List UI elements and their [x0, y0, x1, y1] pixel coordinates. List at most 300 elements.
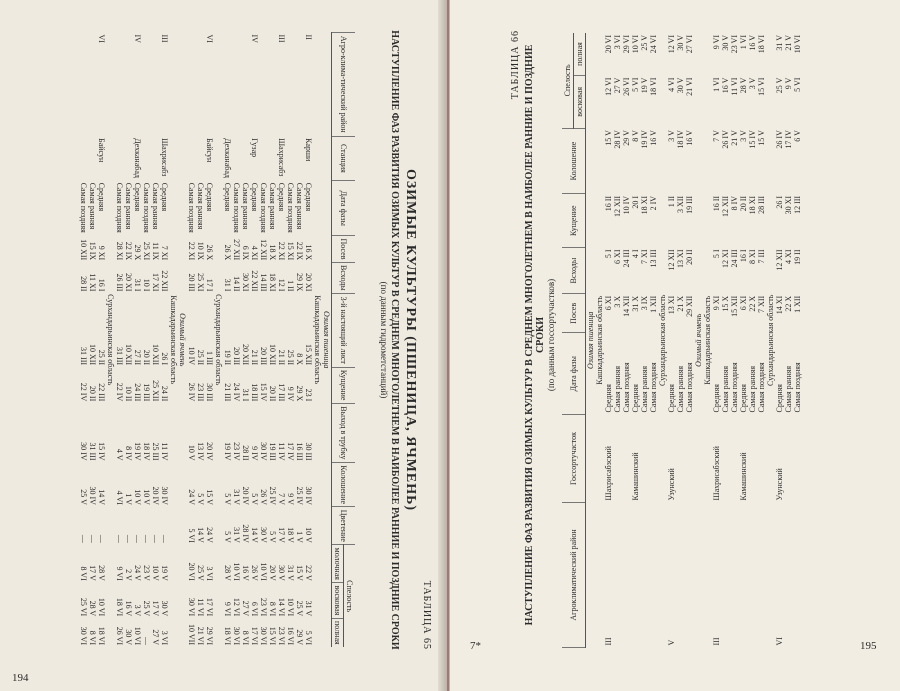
table-cell: VI	[205, 34, 214, 43]
table-cell: 31 I	[133, 278, 142, 292]
table-row	[712, 33, 721, 648]
table-cell: 15 X	[721, 295, 730, 312]
table-cell: 18 XI	[268, 273, 277, 292]
table-cell	[268, 33, 277, 137]
table-cell: 5 V	[223, 493, 232, 505]
table-cell: 7 III	[757, 249, 766, 264]
table-cell: 19 IV	[133, 442, 142, 461]
table-cell: III	[712, 637, 721, 646]
table-cell: 1 II	[286, 280, 295, 292]
region-label: Сурхандарьинская область	[658, 294, 667, 386]
header-heading: Колошение	[562, 128, 586, 194]
table-cell	[649, 415, 658, 503]
header-heading: Колошение	[332, 463, 356, 507]
table-cell: 18 IV	[142, 442, 151, 461]
table-cell: 10 V	[151, 565, 160, 581]
table-cell: 19 V	[640, 77, 649, 94]
table-cell: IV	[250, 34, 259, 43]
table-cell: Самая поздняя	[286, 182, 295, 233]
table-cell: 22 XII	[250, 270, 259, 292]
table-row	[730, 33, 739, 648]
table-cell: 1 VI	[739, 35, 748, 50]
table-cell: 6 XI	[613, 249, 622, 264]
table-cell: 31 V	[775, 35, 784, 51]
table-cell: 4 XI	[784, 249, 793, 264]
table-cell: 25 II	[196, 349, 205, 366]
table-cell: Самая поздняя	[622, 362, 631, 413]
table-cell: 25 V	[295, 600, 304, 617]
table-cell	[223, 33, 232, 137]
table-cell: 30 IV	[160, 486, 169, 505]
table-cell: 13 XI	[676, 249, 685, 268]
left-title: ОЗИМЫЕ КУЛЬТУРЫ (ПШЕНИЦА, ЯЧМЕНЬ)	[403, 168, 418, 512]
table-cell: 9 VI	[712, 35, 721, 50]
table-cell: 21 V	[784, 35, 793, 51]
table-cell: III	[277, 34, 286, 43]
table-cell: 20 I	[631, 195, 640, 209]
region-label: Кашкадарьинская область	[313, 295, 322, 385]
table-cell: 30 VI	[79, 626, 88, 645]
table-cell: 25 XI	[142, 241, 151, 261]
table-cell: 30 VI	[259, 626, 268, 645]
right-footer-mark: 7*	[470, 640, 481, 652]
table-cell: Самая ранняя	[676, 365, 685, 413]
table-cell	[685, 502, 694, 647]
table-row	[205, 33, 214, 648]
table-cell: Камашинский	[631, 452, 640, 501]
table-cell: 26 IV	[187, 382, 196, 402]
table-cell: 10 VII	[187, 624, 196, 645]
table-cell: Самая ранняя	[196, 182, 205, 230]
table-cell: 21 II	[277, 349, 286, 366]
table-cell	[286, 136, 295, 181]
table-cell: 25 VI	[79, 597, 88, 617]
table-cell	[748, 415, 757, 503]
table-row	[649, 33, 658, 648]
table-cell: Самая ранняя	[640, 365, 649, 413]
table-cell: 2 IV	[649, 195, 658, 211]
table-cell: 20 XII	[241, 343, 250, 366]
table-row	[88, 33, 97, 648]
table-cell: 15 IV	[748, 130, 757, 149]
header-full: полная	[332, 618, 344, 647]
table-cell: 10 VI	[259, 562, 268, 581]
table-cell: 28 V	[97, 565, 106, 581]
table-cell: 5 VI	[631, 77, 640, 92]
table-cell: 5 VI	[187, 528, 196, 543]
table-row	[286, 33, 295, 648]
region-row	[595, 33, 604, 648]
table-cell: 7 V	[277, 493, 286, 505]
table-cell: 1 V	[124, 493, 133, 505]
table-cell: 6 VI	[250, 601, 259, 617]
table-cell: 10 XII	[124, 343, 133, 366]
table-cell: 21 III	[223, 383, 232, 402]
table-cell: 25 III	[151, 442, 160, 461]
table-cell: 18 VI	[757, 35, 766, 54]
table-cell: —	[115, 534, 124, 543]
table-cell: Самая поздняя	[649, 362, 658, 413]
table-cell: 14 III	[259, 273, 268, 292]
table-cell	[151, 136, 160, 181]
table-cell	[115, 136, 124, 181]
table-cell: 30 III	[304, 442, 313, 461]
table-cell	[631, 502, 640, 647]
table-cell: 20 II	[88, 385, 97, 402]
table-cell: 22 XII	[160, 270, 169, 292]
left-source: (по данным гидрометстанций)	[379, 281, 389, 399]
table-cell: 20 III	[259, 347, 268, 366]
table-cell: Средняя	[304, 182, 313, 212]
table-cell: 22 XI	[187, 241, 196, 261]
region-label: Сурхандарьинская область	[106, 294, 115, 386]
left-table	[79, 32, 355, 647]
table-cell: 17 IV	[784, 130, 793, 149]
table-cell: —	[79, 534, 88, 543]
table-cell: 1 XII	[649, 295, 658, 313]
table-cell: 4 VI	[667, 77, 676, 92]
table-row	[79, 33, 88, 648]
crop-label: Озимый ячмень	[178, 313, 187, 367]
table-cell	[232, 33, 241, 137]
table-cell: 18 V	[286, 527, 295, 543]
table-cell: 30 IV	[259, 442, 268, 461]
header-phase: Дата фазы	[562, 333, 586, 415]
table-cell	[232, 136, 241, 181]
table-cell: 23 IV	[232, 442, 241, 461]
table-cell: 19 II	[223, 349, 232, 366]
table-cell	[721, 502, 730, 647]
table-cell: 16 II	[604, 195, 613, 212]
table-cell: 6 XI	[739, 295, 748, 311]
table-cell: 9 VI	[115, 566, 124, 581]
table-cell: 31 V	[232, 527, 241, 543]
table-row	[259, 33, 268, 648]
table-cell: Самая ранняя	[613, 365, 622, 413]
table-cell: 15 IV	[97, 442, 106, 461]
table-cell: 23 I	[304, 388, 313, 402]
table-cell: 15 IV	[259, 382, 268, 402]
table-cell: Самая ранняя	[268, 182, 277, 230]
table-cell: Карши	[304, 138, 313, 162]
table-row	[124, 33, 133, 648]
table-cell: 10 IX	[196, 241, 205, 261]
table-cell: 18 VI	[649, 77, 658, 96]
table-cell: Самая поздняя	[730, 362, 739, 413]
table-cell: 19 II	[793, 249, 802, 265]
table-cell: 20 VI	[604, 35, 613, 54]
table-cell: 12 XII	[613, 195, 622, 218]
table-cell: 10 XII	[268, 343, 277, 366]
table-cell: Шахрисабз	[277, 138, 286, 177]
table-row	[721, 33, 730, 648]
table-cell	[79, 33, 88, 137]
table-cell: 10 V	[187, 444, 196, 461]
table-cell: 24 III	[622, 249, 631, 268]
table-cell: 29 VI	[622, 35, 631, 54]
table-cell: 22 III	[97, 383, 106, 402]
table-cell	[124, 33, 133, 137]
table-cell: 11 XI	[88, 273, 97, 292]
table-cell: 16 I	[97, 278, 106, 292]
right-page-number: 195	[860, 640, 877, 652]
table-cell: 11 IV	[160, 442, 169, 461]
table-cell: 17 V	[151, 600, 160, 617]
table-cell: 22 XI	[277, 241, 286, 261]
table-cell: 24 V	[133, 565, 142, 581]
header-zone: Агроклиматический район	[562, 502, 586, 647]
table-cell: 23 VI	[730, 35, 739, 54]
table-cell: 12 I	[277, 278, 286, 292]
table-cell: Самая ранняя	[88, 182, 97, 230]
table-cell: 7 XI	[640, 249, 649, 264]
table-row	[232, 33, 241, 648]
table-cell: 25 V	[640, 35, 649, 51]
table-row	[115, 33, 124, 648]
table-cell: 20 III	[187, 273, 196, 292]
table-cell: 25 II	[97, 349, 106, 366]
table-cell: 12 VI	[667, 35, 676, 54]
table-cell: 30 IV	[304, 486, 313, 505]
table-cell: VI	[775, 637, 784, 646]
table-cell: 26 III	[115, 273, 124, 292]
table-cell: 18 X	[268, 244, 277, 261]
table-cell	[142, 33, 151, 137]
table-cell: 24 III	[133, 383, 142, 402]
table-cell	[88, 136, 97, 181]
table-cell: 10 VI	[286, 597, 295, 617]
header-ripeness: Спелость	[344, 545, 356, 647]
table-cell: 31 III	[88, 442, 97, 461]
header-phase: Дата фазы	[332, 181, 356, 236]
table-cell: 12 III	[793, 195, 802, 214]
table-cell: 20 IV	[205, 442, 214, 461]
table-row	[685, 33, 694, 648]
table-cell: 16 V	[241, 565, 250, 581]
crop-row	[322, 33, 332, 648]
table-cell	[739, 502, 748, 647]
table-cell	[295, 33, 304, 137]
table-cell: 28 III	[757, 195, 766, 214]
table-cell: III	[160, 34, 169, 43]
table-cell: 20 V	[268, 565, 277, 581]
header-zone: Агро-клима-тический район	[332, 33, 356, 137]
table-cell: 12 XII	[667, 249, 676, 271]
table-cell: 10 II	[124, 385, 133, 402]
table-cell: 5 I	[604, 249, 613, 259]
table-cell: 20 VI	[187, 562, 196, 581]
table-cell: 20 II	[739, 195, 748, 212]
crop-row	[178, 33, 187, 648]
table-cell: Самая ранняя	[295, 182, 304, 230]
table-cell: Средняя	[160, 182, 169, 212]
table-cell: 28 V	[739, 77, 748, 94]
table-cell: 25 II	[286, 349, 295, 366]
header-ripeness: Спелость	[562, 33, 574, 128]
table-cell: 20 IV	[241, 486, 250, 505]
table-cell: Самая ранняя	[784, 365, 793, 413]
region-row	[703, 33, 712, 648]
table-cell: —	[142, 534, 151, 543]
table-cell: 22 IV	[115, 382, 124, 402]
table-cell: —	[97, 534, 106, 543]
table-cell: 5 V	[268, 531, 277, 543]
header-sowing: Посев	[562, 294, 586, 333]
table-cell: 1 II	[667, 195, 676, 208]
table-cell	[187, 33, 196, 137]
table-cell: 5 I	[712, 249, 721, 259]
table-cell: 3 XII	[676, 195, 685, 214]
table-row	[196, 33, 205, 648]
header-flowering: Цветение	[332, 507, 356, 545]
table-cell: 9 VI	[223, 601, 232, 617]
table-cell: 16 V	[649, 130, 658, 146]
table-cell: 3 V	[748, 77, 757, 90]
table-cell: 30 XI	[241, 273, 250, 292]
region-row	[658, 33, 667, 648]
table-cell: 18 IV	[676, 130, 685, 149]
table-cell: 1 III	[205, 351, 214, 366]
table-row	[775, 33, 784, 648]
table-cell	[124, 136, 133, 181]
right-table-label: ТАБЛИЦА 66	[510, 30, 521, 100]
table-cell	[676, 502, 685, 647]
table-cell: 8 XI	[748, 249, 757, 264]
table-cell: Шахрисабзский	[604, 446, 613, 501]
table-cell: Узунский	[667, 468, 676, 501]
table-cell: 26 X	[205, 244, 214, 261]
table-cell: 10 V	[142, 489, 151, 505]
table-row	[604, 33, 613, 648]
table-cell	[784, 415, 793, 503]
left-page	[0, 0, 445, 691]
table-cell: 28 II	[241, 445, 250, 461]
table-cell: —	[133, 534, 142, 543]
table-cell: 23 V	[142, 565, 151, 581]
table-row	[133, 33, 142, 648]
table-cell: IV	[133, 34, 142, 43]
table-cell: 5 V	[250, 493, 259, 505]
table-cell: 18 VI	[115, 597, 124, 617]
table-cell	[115, 33, 124, 137]
table-cell: 31 X	[631, 295, 640, 312]
table-cell: 10 XII	[79, 239, 88, 261]
table-cell: 1 VI	[712, 77, 721, 92]
table-cell: 19 IV	[223, 442, 232, 461]
table-cell: Самая ранняя	[151, 182, 160, 230]
table-cell: 17 XI	[151, 273, 160, 292]
header-row	[344, 33, 356, 648]
table-cell: 10 I	[142, 278, 151, 292]
table-row	[277, 33, 286, 648]
table-cell	[676, 415, 685, 503]
table-cell	[649, 502, 658, 647]
table-cell: 8 IV	[124, 446, 133, 461]
table-cell: 6 V	[793, 130, 802, 142]
table-row	[622, 33, 631, 648]
table-cell	[721, 415, 730, 503]
table-row	[640, 33, 649, 648]
table-cell: Самая поздняя	[79, 182, 88, 233]
table-row	[757, 33, 766, 648]
table-cell: 30 V	[721, 35, 730, 51]
table-cell: 5 VI	[304, 630, 313, 645]
table-cell: 24 II	[160, 385, 169, 402]
table-cell: 27 VI	[685, 35, 694, 54]
table-cell	[268, 136, 277, 181]
table-cell: Средняя	[97, 182, 106, 212]
table-cell: 30 V	[160, 600, 169, 617]
table-cell	[784, 502, 793, 647]
table-cell: 28 V	[88, 600, 97, 617]
table-cell: 18 XI	[640, 195, 649, 215]
table-cell: Средняя	[604, 384, 613, 413]
table-cell: Средняя	[133, 182, 142, 212]
table-cell: 7 V	[712, 130, 721, 142]
table-cell: 10 VI	[133, 626, 142, 645]
table-cell: 23 III	[196, 383, 205, 402]
table-row	[223, 33, 232, 648]
table-cell: 18 XI	[748, 195, 757, 215]
left-table-wrap	[79, 32, 355, 647]
table-row	[676, 33, 685, 648]
table-cell: 18 III	[250, 383, 259, 402]
table-cell: 11 IX	[151, 242, 160, 261]
table-cell: 26 I	[160, 352, 169, 366]
table-cell: 27 XII	[232, 239, 241, 261]
table-cell: 13 IV	[196, 442, 205, 461]
table-cell: 17 V	[88, 565, 97, 581]
table-cell: V	[667, 639, 676, 646]
table-cell: Самая поздняя	[685, 362, 694, 413]
table-cell: 20 II	[268, 385, 277, 402]
table-row	[97, 33, 106, 648]
table-cell: 27 II	[133, 349, 142, 366]
table-cell: 29 XII	[685, 295, 694, 317]
table-cell: Самая ранняя	[241, 182, 250, 230]
crop-label: Озимая пшеница	[586, 311, 595, 369]
table-cell	[622, 415, 631, 503]
table-cell: 12 XII	[259, 239, 268, 261]
right-table	[562, 33, 802, 648]
table-row	[250, 33, 259, 648]
table-cell	[241, 136, 250, 181]
table-cell: 25 XI	[196, 273, 205, 292]
table-cell: 3 V	[133, 604, 142, 617]
table-row	[295, 33, 304, 648]
table-cell: 6 XI	[604, 295, 613, 311]
table-cell: 15 V	[295, 565, 304, 581]
table-cell	[295, 136, 304, 181]
table-cell: 23 VI	[277, 626, 286, 645]
table-cell: III	[604, 637, 613, 646]
table-cell: 10 VI	[793, 35, 802, 54]
table-cell: 8 VI	[79, 566, 88, 581]
table-cell: 19 III	[268, 442, 277, 461]
table-row	[142, 33, 151, 648]
table-cell: 15 V	[205, 489, 214, 505]
table-cell: 15 XII	[304, 343, 313, 366]
table-cell	[259, 33, 268, 137]
table-row	[268, 33, 277, 648]
left-page-number: 194	[12, 672, 29, 684]
header-wax: восковая	[574, 76, 586, 129]
region-row	[106, 33, 115, 648]
region-row	[766, 33, 775, 648]
region-row	[313, 33, 322, 648]
right-table-wrap	[562, 33, 802, 648]
table-cell: Средняя	[277, 182, 286, 212]
